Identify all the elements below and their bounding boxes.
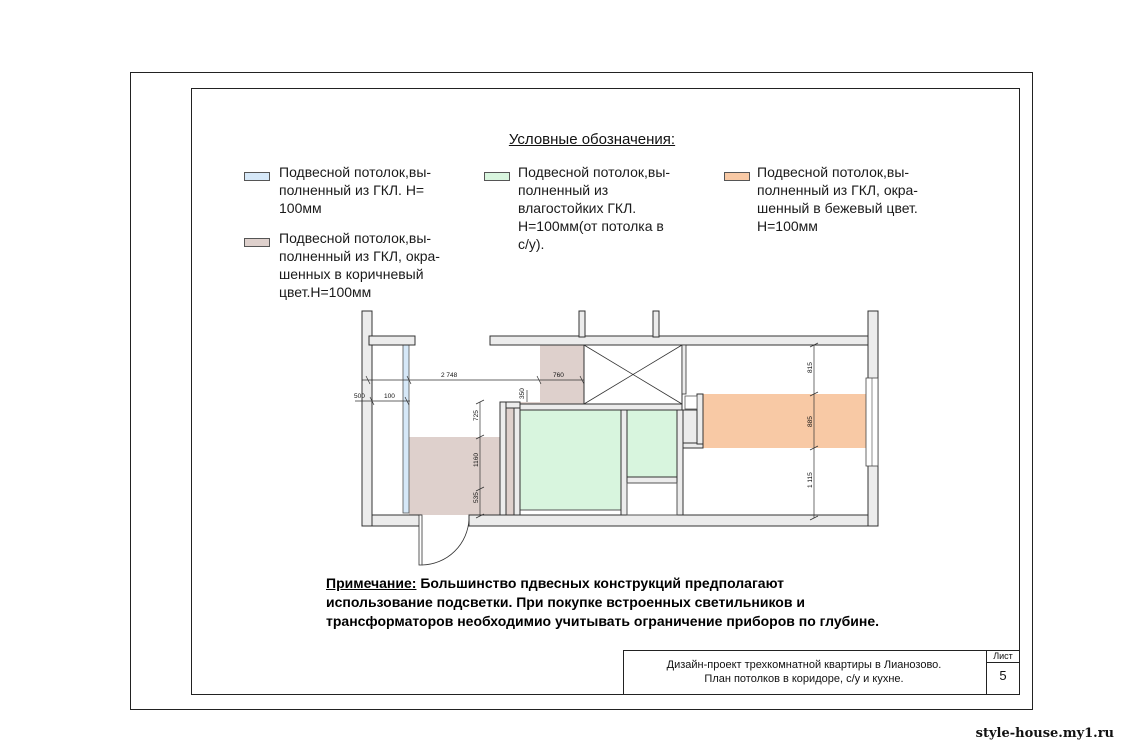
dimension-label: 1160: [473, 453, 480, 467]
wall: [653, 311, 659, 337]
legend-line: Подвесной потолок,вы-: [518, 164, 671, 180]
legend-line: Н=100мм: [757, 218, 818, 234]
dimension-label: 2 748: [441, 372, 458, 379]
appliance-box: [685, 396, 697, 409]
legend-line: Подвесной потолок,вы-: [279, 164, 432, 180]
wall: [520, 404, 682, 410]
dimension-label: 1 115: [807, 472, 814, 488]
wall: [500, 402, 506, 515]
legend-line: цвет.Н=100мм: [279, 284, 372, 300]
legend-line: шенных в коричневый: [279, 266, 424, 282]
sheet-label: Лист: [993, 651, 1013, 661]
dimension-label: 725: [473, 410, 480, 421]
dimension-label: 100: [384, 393, 395, 400]
legend-line: шенный в бежевый цвет.: [757, 200, 918, 216]
wall: [697, 394, 703, 444]
ceiling-zone-green: [627, 410, 677, 477]
title-block-line-2: План потолков в коридоре, с/у и кухне.: [704, 673, 904, 685]
wall: [469, 515, 877, 526]
legend-line: Н=100мм(от потолка в: [518, 218, 664, 234]
wall: [514, 408, 520, 515]
wall: [372, 515, 421, 526]
wall: [369, 336, 415, 345]
title-block-line-1: Дизайн-проект трехкомнатной квартиры в Лианозово.: [666, 659, 942, 671]
legend-line: влагостойких ГКЛ.: [518, 200, 637, 216]
note-text: Большинство пдвесных конструкций предполагают: [416, 575, 785, 591]
note-block: [326, 574, 879, 631]
dimension-label: 815: [807, 362, 814, 373]
dimension-label: 500: [354, 393, 365, 400]
ceiling-zone-green: [520, 410, 621, 510]
legend-title: Условные обозначения:: [508, 131, 676, 148]
legend-line: полненный из ГКЛ, окра-: [279, 248, 440, 264]
wall: [506, 402, 520, 408]
ceiling-zone-beige: [703, 394, 868, 448]
wall: [579, 311, 585, 337]
note-label: Примечание:: [326, 575, 417, 591]
legend-line: полненный из ГКЛ. Н=: [279, 182, 425, 198]
note-line-3: трансформаторов необходимио учитывать ограничение приборов по глубине.: [326, 613, 879, 629]
legend-line: Подвесной потолок,вы-: [279, 230, 432, 246]
legend-line: полненный из ГКЛ, окра-: [757, 182, 918, 198]
watermark: style-house.my1.ru: [975, 726, 1114, 741]
dimension-label: 535: [473, 492, 480, 503]
wall: [677, 410, 683, 515]
wall: [682, 345, 686, 394]
wall: [621, 410, 627, 515]
note-line-1: [326, 574, 879, 593]
ceiling-zone-blue: [403, 345, 409, 513]
ceiling-zone-brown: [409, 437, 506, 515]
wall: [490, 336, 868, 345]
door-swing-arc: [422, 519, 469, 565]
note-line-2: использование подсветки. При покупке встроенных светильников и: [326, 594, 805, 610]
legend-line: 100мм: [279, 200, 322, 216]
legend-line: с/у).: [518, 236, 545, 252]
legend-line: полненный из: [518, 182, 609, 198]
title-block-divider: [986, 662, 1020, 663]
dimension-label: 885: [807, 416, 814, 427]
sheet-number: 5: [999, 668, 1007, 683]
dimension-label: 350: [519, 388, 526, 399]
wall: [627, 477, 677, 483]
door-leaf: [419, 515, 422, 565]
dimension-label: 760: [553, 372, 564, 379]
title-block-description: [623, 658, 985, 686]
legend-line: Подвесной потолок,вы-: [757, 164, 910, 180]
closet-box: [627, 483, 677, 515]
